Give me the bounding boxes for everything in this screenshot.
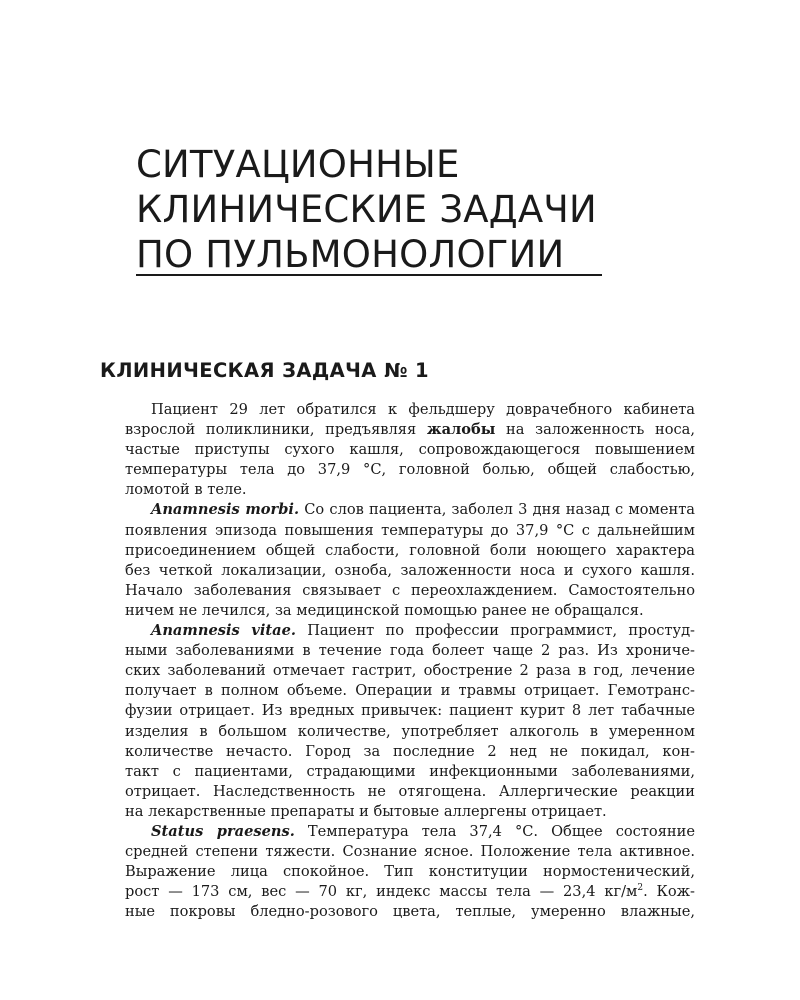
task-heading: КЛИНИЧЕСКАЯ ЗАДАЧА № 1 [100,359,429,382]
chapter-title-line-1: СИТУАЦИОННЫЕ [136,143,460,186]
term-status-praesens: Status praesens. [151,822,295,840]
superscript-2: 2 [637,883,644,894]
text-line: присоединением общей слабости, головной боли ноющего характера [125,541,695,559]
text-line: изделия в большом количестве, употребляет алкоголь в умеренном [125,722,695,740]
keyword-complaints: жалобы [426,421,496,439]
text-line: частые приступы сухого кашля, сопровождающегося повышением [125,441,695,459]
paragraph-complaints [99,400,695,500]
text-line: температуры тела до 37,9 °С, головной болью, общей слабостью, [125,461,695,479]
text-line: фузии отрицает. Из вредных привычек: пациент курит 8 лет табачные [125,702,695,720]
text-line: Выражение лица спокойное. Тип конституции нормостенический, [125,863,695,881]
task-body [99,400,695,922]
paragraph-anamnesis-vitae [99,621,695,822]
paragraph-anamnesis-morbi [99,500,695,621]
text-line: рост — 173 см, вес — 70 кг, индекс массы тела — 23,4 $кг/м^2$. Кож- [125,883,695,901]
text-line: взрослой поликлиники, предъявляя жалобы на заложенность носа, [125,421,695,439]
chapter-title-line-3: ПО ПУЛЬМОНОЛОГИИ [136,233,565,276]
text-line: отрицает. Наследственность не отягощена. Аллергические реакции [125,782,695,800]
text-line: Пациент 29 лет обратился к фельдшеру доврачебного кабинета [151,401,695,418]
text-line: ничем не лечился, за медицинской помощью ранее не обращался. [125,601,644,619]
title-underline [136,274,602,276]
text-line: Anamnesis morbi. Со слов пациента, заболел 3 дня назад с момента [151,501,696,519]
text-line: на лекарственные препараты и бытовые аллергены отрицает. [125,802,607,820]
text-line: средней степени тяжести. Сознание ясное. Положение тела активное. [125,843,695,861]
text-line: ских заболеваний отмечает гастрит, обострение 2 раза в год, лечение [125,662,695,680]
text-line: количестве нечасто. Город за последние 2 нед не покидал, кон- [125,742,695,760]
text-line: Начало заболевания связывает с переохлаждением. Самостоятельно [125,581,695,599]
text-line: такт с пациентами, страдающими инфекционными заболеваниями, [125,762,695,780]
text-line: без четкой локализации, озноба, заложенности носа и сухого кашля. [125,561,695,579]
term-anamnesis-morbi: Anamnesis morbi. [151,501,300,519]
chapter-title [136,142,736,277]
text-line: получает в полном объеме. Операции и травмы отрицает. Гемотранс- [125,682,695,700]
text-line: Status praesens. Температура тела 37,4 °С. Общее состояние [151,822,695,840]
text-line: ломотой в теле. [125,481,247,499]
chapter-title-line-2: КЛИНИЧЕСКИЕ ЗАДАЧИ [136,188,597,231]
paragraph-status-praesens [99,822,695,922]
text-line: ные покровы бледно-розового цвета, теплые, умеренно влажные, [125,903,695,921]
text-line: Anamnesis vitae. Пациент по профессии программист, простуд- [151,622,695,640]
term-anamnesis-vitae: Anamnesis vitae. [151,622,296,640]
text-line: ными заболеваниями в течение года болеет чаще 2 раз. Из хрониче- [125,642,695,660]
text-line: появления эпизода повышения температуры до 37,9 °С с дальнейшим [125,521,695,539]
